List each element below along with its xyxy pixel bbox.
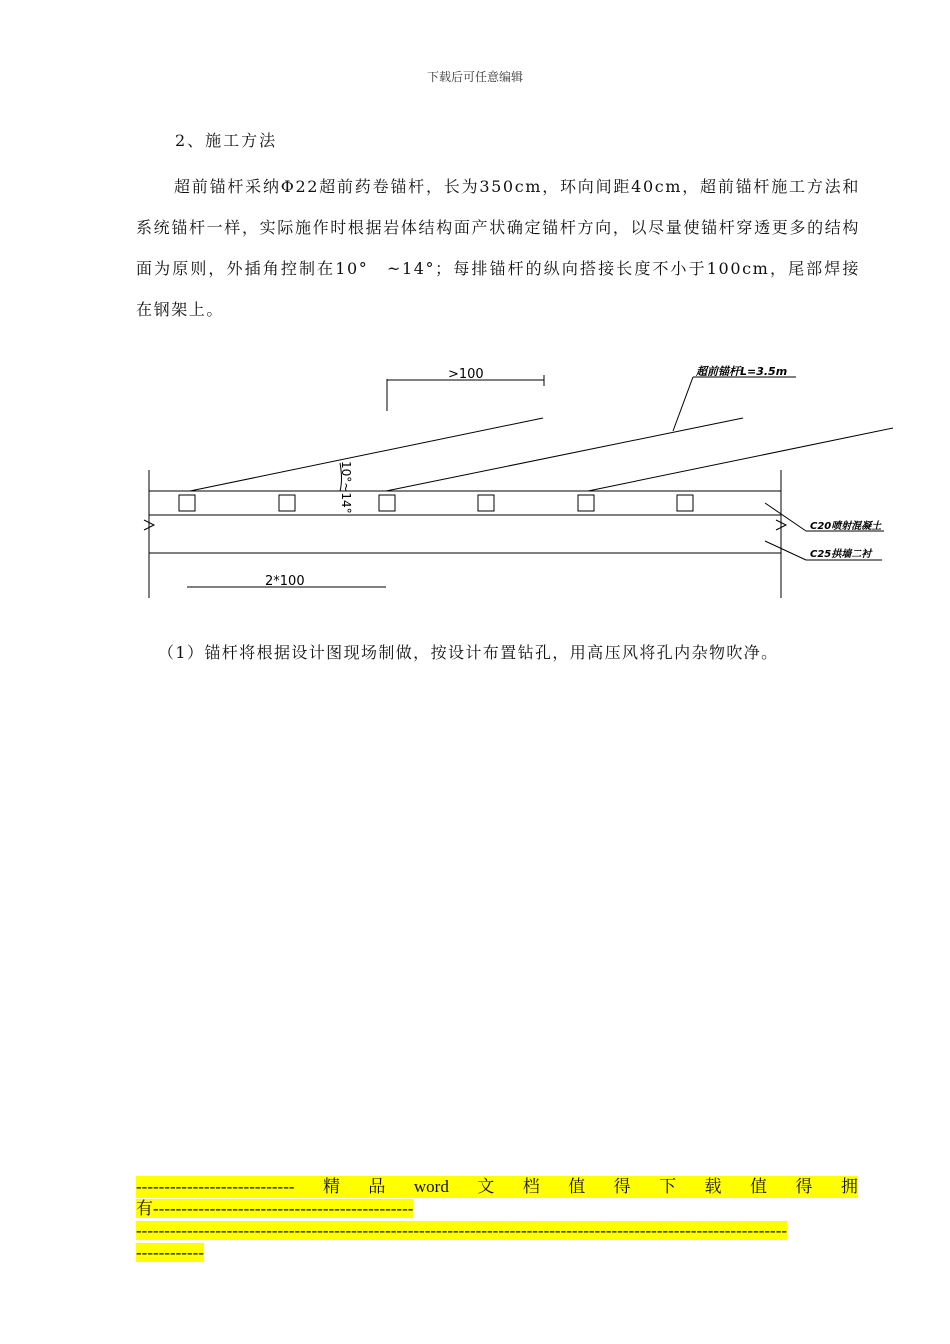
bolt-leader-line: [673, 377, 693, 431]
footer-word: 下: [659, 1177, 677, 1196]
footer-word: 值: [750, 1177, 767, 1196]
footer-dashes: ----------------------------: [136, 1177, 295, 1196]
section-heading: 2、施工方法: [175, 131, 278, 150]
step-1-text: （1）锚杆将根据设计图现场制做，按设计布置钻孔，用高压风将孔内杂物吹净。: [158, 643, 779, 662]
steel-arch-section: [478, 495, 494, 511]
footer-line-2: 有----------------------------------------------: [136, 1199, 414, 1218]
shotcrete-leader-line: [765, 503, 806, 531]
bolt-label: 超前锚杆L=3.5m: [696, 365, 788, 378]
footer-word: 值: [568, 1177, 586, 1196]
body-paragraph: 超前锚杆采纳Φ22超前药卷锚杆，长为350cm，环向间距40cm，超前锚杆施工方法和系统锚杆一样，实际施作时根据岩体结构面产状确定锚杆方向，以尽量使锚杆穿透更多的结构面为原则，外插角控制在10° ~14°；每排锚杆的纵向搭接长度不小于100cm，尾部焊接在钢架上。: [136, 177, 860, 319]
overlap-label: >100: [448, 367, 484, 382]
footer-word: 载: [704, 1177, 722, 1196]
footer-line-3: -------------------------------------------------------------------------------------------------------------------: [136, 1221, 788, 1240]
footer-banner: [136, 1176, 858, 1264]
footer-word: 档: [522, 1177, 540, 1196]
footer-word: 文: [477, 1177, 495, 1196]
advance-bolt-line: [386, 418, 743, 491]
footer-word: 得: [613, 1177, 631, 1196]
advance-bolt-line: [190, 418, 543, 491]
lining-label: C25拱墙二衬: [810, 549, 872, 560]
spacing-label: 2*100: [265, 574, 305, 589]
steel-arch-section: [677, 495, 693, 511]
steel-arch-section: [179, 495, 195, 511]
footer-word: word: [413, 1177, 449, 1196]
page-header: 下载后可任意编辑: [426, 70, 523, 84]
steel-arch-section: [279, 495, 295, 511]
footer-line-4: ------------: [136, 1243, 204, 1262]
footer-word: 精: [322, 1177, 340, 1196]
shotcrete-label: C20喷射混凝土: [810, 521, 882, 532]
angle-label: 10°~14°: [339, 461, 353, 514]
footer-line-1: [136, 1176, 858, 1198]
footer-word: 拥: [840, 1177, 858, 1196]
lining-leader-line: [765, 541, 806, 560]
steel-arch-section: [578, 495, 594, 511]
steel-arch-section: [379, 495, 395, 511]
footer-word: 品: [368, 1177, 386, 1196]
anchor-bolt-diagram: [130, 355, 900, 605]
footer-word: 得: [795, 1177, 813, 1196]
advance-bolt-line: [588, 428, 893, 491]
